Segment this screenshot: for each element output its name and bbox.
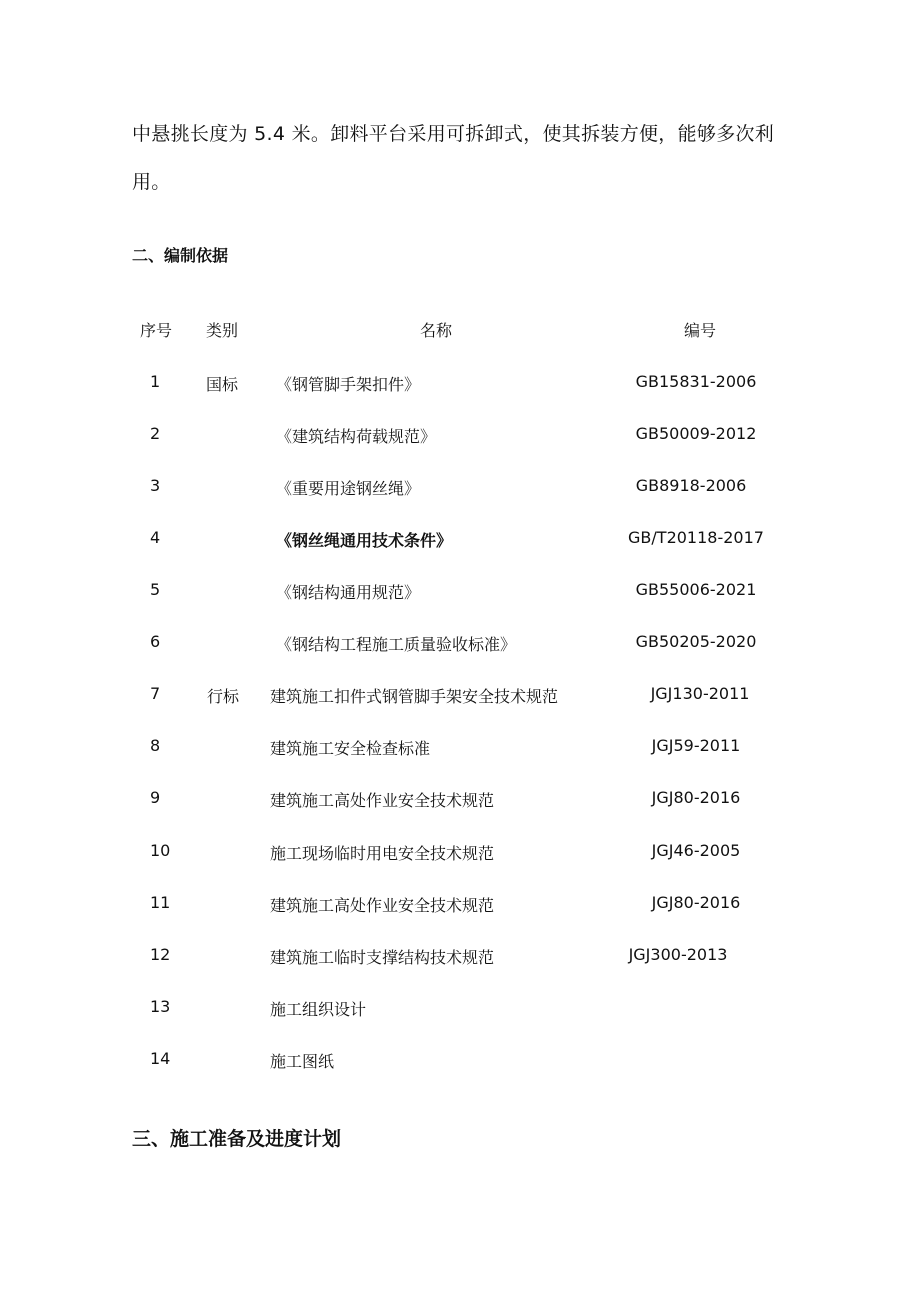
row-name: 《重要用途钢丝绳》: [276, 479, 421, 498]
row-no: 11: [150, 893, 171, 912]
header-name: 名称: [420, 321, 453, 340]
row-no: 2: [150, 424, 161, 443]
row-name: 《钢管脚手架扣件》: [276, 375, 421, 394]
row-code: GB15831-2006: [635, 372, 757, 391]
row-name: 《建筑结构荷载规范》: [276, 427, 437, 446]
row-no: 10: [150, 841, 171, 860]
section-heading-preparation: 三、施工准备及进度计划: [132, 1128, 342, 1150]
row-name: 施工组织设计: [270, 1000, 367, 1019]
row-no: 12: [150, 945, 171, 964]
header-code: 编号: [684, 321, 717, 340]
row-name: 建筑施工高处作业安全技术规范: [270, 896, 495, 915]
row-no: 14: [150, 1049, 171, 1068]
header-no: 序号: [140, 321, 173, 340]
row-name: 《钢丝绳通用技术条件》: [276, 531, 453, 550]
row-category: 行标: [207, 687, 240, 706]
row-code: JGJ59-2011: [651, 736, 741, 755]
row-code: GB55006-2021: [635, 580, 757, 599]
row-code: JGJ130-2011: [650, 684, 750, 703]
row-no: 1: [150, 372, 161, 391]
row-code: GB50205-2020: [635, 632, 757, 651]
row-no: 13: [150, 997, 171, 1016]
row-code: JGJ80-2016: [651, 788, 741, 807]
row-category: 国标: [206, 375, 239, 394]
header-category: 类别: [206, 321, 239, 340]
intro-line-2: 用。: [132, 171, 171, 193]
row-no: 3: [150, 476, 161, 495]
intro-line-1: 中悬挑长度为 5.4 米。卸料平台采用可拆卸式，使其拆装方便，能够多次利: [132, 123, 775, 145]
row-name: 《钢结构通用规范》: [276, 583, 421, 602]
row-no: 8: [150, 736, 161, 755]
section-heading-basis: 二、编制依据: [132, 246, 229, 265]
row-code: GB8918-2006: [635, 476, 747, 495]
row-code: GB50009-2012: [635, 424, 757, 443]
row-code: GB/T20118-2017: [628, 528, 764, 547]
row-code: JGJ80-2016: [651, 893, 741, 912]
row-name: 建筑施工扣件式钢管脚手架安全技术规范: [270, 687, 559, 706]
row-no: 9: [150, 788, 161, 807]
row-name: 建筑施工高处作业安全技术规范: [270, 791, 495, 810]
row-no: 5: [150, 580, 161, 599]
row-code: JGJ300-2013: [628, 945, 728, 964]
row-no: 7: [150, 684, 161, 703]
row-code: JGJ46-2005: [651, 841, 741, 860]
row-name: 施工现场临时用电安全技术规范: [270, 844, 495, 863]
row-name: 建筑施工安全检查标准: [270, 739, 431, 758]
row-name: 施工图纸: [270, 1052, 335, 1071]
row-no: 6: [150, 632, 161, 651]
row-no: 4: [150, 528, 161, 547]
row-name: 《钢结构工程施工质量验收标准》: [276, 635, 517, 654]
row-name: 建筑施工临时支撑结构技术规范: [270, 948, 495, 967]
